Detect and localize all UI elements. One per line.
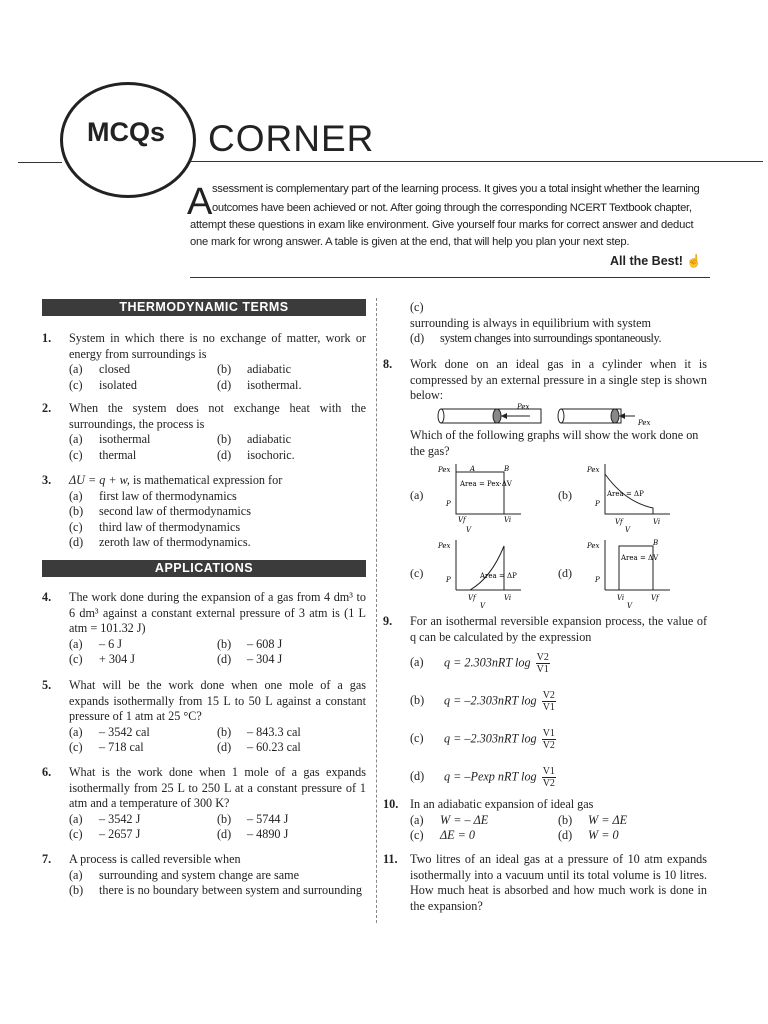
option-a[interactable]: (a) – 3542 cal: [69, 724, 150, 739]
intro-line-4: one mark for wrong answer. A table is given at the end, that will help you plan your next step.: [190, 236, 630, 248]
option-a[interactable]: (a) – 3542 J: [69, 811, 141, 826]
y-axis-label: Pex: [587, 466, 600, 474]
option-d[interactable]: (d) isothermal.: [217, 377, 302, 392]
option-c[interactable]: (c) ΔE = 0: [410, 828, 476, 842]
option-b[interactable]: (b) q = –2.303nRT log $\frac{V2}{V1}$: [410, 690, 555, 713]
graph-c: [436, 538, 526, 610]
equation: q = –Pexp nRT log: [444, 769, 537, 784]
option-d[interactable]: (d) – 4890 J: [217, 827, 289, 841]
area-label: Area = Pex·ΔV: [460, 480, 512, 488]
question-stem: The work done during the expansion of a gas from 4 dm³ to 6 dm³ against a constant external pressure of 3 atm is (1 L atm = 101.32 J): [69, 590, 366, 635]
equation: ΔU = q + w,: [69, 473, 130, 487]
question-stem: What will be the work done when one mole of a gas expands isothermally from 15 L to 50 L against a constant pressure of 1 atm at 25 °C?: [69, 678, 366, 723]
option-a[interactable]: (a) – 6 J: [69, 636, 123, 651]
option-c[interactable]: (c) third law of thermodynamics: [69, 519, 241, 534]
graph-d-point-b: B: [653, 539, 659, 547]
logo-text: MCQs: [86, 117, 165, 147]
option-c[interactable]: (c) thermal: [69, 447, 137, 462]
x-axis-label: V: [480, 602, 486, 610]
option-d[interactable]: (d) system changes into surroundings spontaneously.: [410, 331, 662, 345]
area-label: Area = ΔP: [480, 572, 517, 580]
y-axis-label: Pex: [438, 466, 451, 474]
option-a[interactable]: (a) q = 2.303nRT log $\frac{V2}{V1}$: [410, 652, 549, 675]
area-label: Area = ΔP: [607, 490, 644, 498]
question-stem: Two litres of an ideal gas at a pressure of 10 atm expands isothermally into a vacuum until its total volume is 10 litres. How much heat is absorbed and how much work is done in the expansion?: [410, 852, 707, 913]
sign-off-text: All the Best!: [610, 254, 683, 268]
equation: q = 2.303nRT log: [444, 655, 531, 670]
option-b[interactable]: (b) there is no boundary between system and surrounding: [69, 883, 362, 897]
vf-label: Vf: [615, 518, 623, 526]
question-number: 2.: [42, 401, 52, 415]
question-number: 10.: [383, 797, 399, 811]
vi-label: Vi: [617, 594, 625, 602]
question-number: 8.: [383, 357, 393, 371]
graph-a-label: (a): [410, 488, 424, 502]
question-number: 5.: [42, 678, 52, 692]
intro-line-3: attempt these questions in exam like environment. Give yourself four marks for correct answer and deduct: [190, 219, 694, 231]
vi-label: Vi: [504, 594, 512, 602]
x-axis-label: V: [466, 526, 472, 534]
question-stem: Work done on an ideal gas in a cylinder when it is compressed by an external pressure in a single step is shown below:: [410, 357, 707, 402]
option-b[interactable]: (b) second law of thermodynamics: [69, 504, 251, 518]
option-c[interactable]: (c) isolated: [69, 377, 137, 392]
vf-label: Vf: [651, 594, 659, 602]
question-stem: is mathematical expression for: [129, 473, 283, 487]
option-c[interactable]: (c) – 2657 J: [69, 827, 141, 841]
section-header-thermo: THERMODYNAMIC TERMS: [42, 299, 366, 316]
question-stem: What is the work done when 1 mole of a gas expands isothermally from 25 L to 250 L at a constant pressure of 1 atm and a temperature of 300 K?: [69, 765, 366, 810]
option-a[interactable]: (a) isothermal: [69, 432, 151, 446]
question-8-stem-2: Which of the following graphs will show the work done on the gas?: [410, 428, 699, 458]
option-b[interactable]: (b) W = ΔE: [558, 812, 628, 827]
option-d[interactable]: (d) – 60.23 cal: [217, 740, 301, 754]
graph-d: [585, 538, 675, 610]
section-header-applications: APPLICATIONS: [42, 560, 366, 577]
option-c[interactable]: (c) q = –2.303nRT log $\frac{V1}{V2}$: [410, 728, 555, 751]
question-10: [383, 797, 707, 844]
pointing-hand-icon: ☝: [686, 254, 702, 268]
vf-label: Vf: [468, 594, 476, 602]
divider: [190, 277, 710, 278]
question-number: 3.: [42, 473, 52, 487]
question-5: [42, 678, 366, 756]
option-a[interactable]: (a) closed: [69, 362, 131, 376]
pex-label: Pex: [638, 419, 651, 427]
question-stem: In an adiabatic expansion of ideal gas: [410, 797, 594, 811]
y-axis-label: P: [446, 500, 451, 508]
question-number: 7.: [42, 852, 52, 866]
question-number: 4.: [42, 590, 52, 604]
option-b[interactable]: (b) adiabatic: [217, 432, 291, 446]
question-7-continued: [383, 300, 707, 347]
graph-a: [436, 462, 526, 534]
y-axis-label: Pex: [438, 542, 451, 550]
y-axis-label: P: [595, 500, 600, 508]
vi-label: Vi: [504, 516, 512, 524]
intro-line-2: outcomes have been achieved or not. After going through the corresponding NCERT Textbook chapter,: [212, 202, 692, 214]
page-title: CORNER: [208, 118, 375, 159]
graph-a-point-a: A: [470, 465, 476, 473]
option-c[interactable]: (c) + 304 J: [69, 652, 135, 666]
cylinder-left: [438, 409, 541, 423]
y-axis-label: Pex: [587, 542, 600, 550]
question-number: 6.: [42, 765, 52, 779]
column-divider: [376, 298, 377, 923]
option-c[interactable]: (c)surrounding is always in equilibrium with system: [410, 300, 652, 330]
pex-label: Pex: [517, 403, 530, 411]
question-4: [42, 590, 366, 668]
cylinder-diagram: [435, 400, 665, 430]
question-number: 9.: [383, 614, 393, 628]
graph-d-label: (d): [558, 566, 572, 580]
vf-label: Vf: [458, 516, 466, 524]
option-b[interactable]: (b) – 608 J: [217, 636, 283, 651]
option-d[interactable]: (d) zeroth law of thermodynamics.: [69, 535, 251, 549]
option-b[interactable]: (b) – 5744 J: [217, 811, 289, 826]
question-stem: For an isothermal reversible expansion process, the value of q can be calculated by the expression: [410, 614, 707, 644]
option-d[interactable]: (d) W = 0: [558, 828, 619, 842]
area-label: Area = ΔV: [621, 554, 659, 562]
y-axis-label: P: [446, 576, 451, 584]
graph-c-label: (c): [410, 566, 424, 580]
question-3: [42, 473, 366, 551]
question-stem: When the system does not exchange heat with the surroundings, the process is: [69, 401, 366, 431]
question-6: [42, 765, 366, 843]
divider: [18, 162, 62, 163]
option-a[interactable]: (a) surrounding and system change are same: [69, 867, 300, 882]
graph-a-point-b: B: [504, 465, 510, 473]
option-a[interactable]: (a) first law of thermodynamics: [69, 488, 237, 503]
x-axis-label: V: [625, 526, 631, 534]
option-c[interactable]: (c) – 718 cal: [69, 740, 144, 754]
cylinder-right: [558, 409, 635, 423]
graph-b: [585, 462, 675, 534]
question-number: 1.: [42, 331, 52, 345]
graph-b-label: (b): [558, 488, 572, 502]
x-axis-label: V: [627, 602, 633, 610]
question-9: [383, 614, 707, 645]
option-b[interactable]: (b) – 843.3 cal: [217, 724, 301, 739]
sign-off: [610, 254, 702, 269]
question-2: [42, 401, 366, 463]
question-8: [383, 357, 707, 404]
option-d[interactable]: (d) – 304 J: [217, 652, 283, 666]
question-7: [42, 852, 366, 899]
intro-line-1: ssessment is complementary part of the learning process. It gives you a total insight whether the learning: [212, 183, 700, 195]
question-number: 11.: [383, 852, 398, 866]
question-stem: System in which there is no exchange of matter, work or energy from surroundings is: [69, 331, 366, 361]
option-d[interactable]: (d) isochoric.: [217, 447, 295, 462]
question-1: [42, 331, 366, 393]
divider: [190, 161, 763, 162]
question-stem: A process is called reversible when: [69, 852, 241, 866]
equation: q = –2.303nRT log: [444, 731, 537, 746]
y-axis-label: P: [595, 576, 600, 584]
option-d[interactable]: (d) q = –Pexp nRT log $\frac{V1}{V2}$: [410, 766, 555, 789]
drop-cap: A: [187, 181, 213, 223]
option-a[interactable]: (a) W = – ΔE: [410, 812, 489, 827]
vi-label: Vi: [653, 518, 661, 526]
question-11: [383, 852, 707, 914]
equation: q = –2.303nRT log: [444, 693, 537, 708]
option-b[interactable]: (b) adiabatic: [217, 362, 291, 376]
